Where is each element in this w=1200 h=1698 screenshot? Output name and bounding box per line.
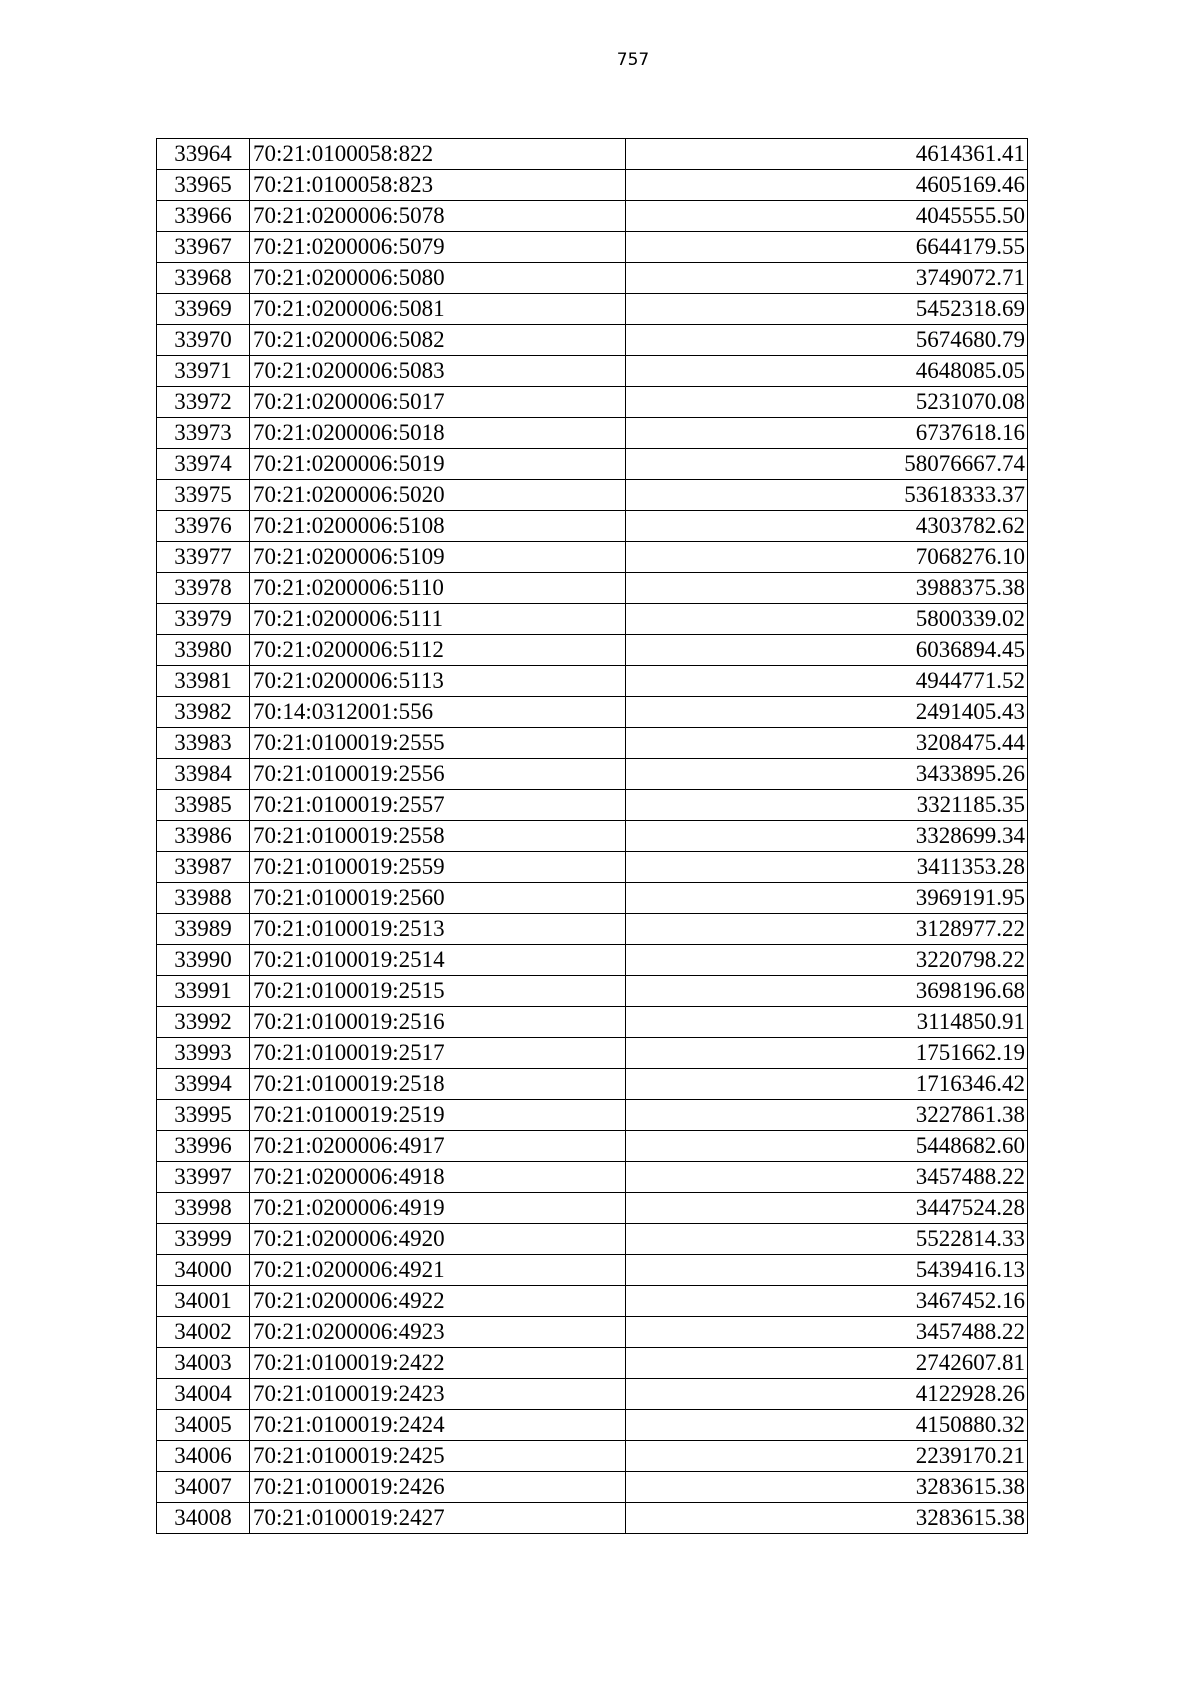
- table-row: [157, 511, 1028, 542]
- table-row: [157, 852, 1028, 883]
- cadastral-number-cell: 70:21:0200006:5078: [250, 201, 626, 232]
- cadastral-number-cell: 70:21:0200006:5020: [250, 480, 626, 511]
- row-number-cell: 33978: [157, 573, 250, 604]
- cadastral-number-cell: 70:21:0200006:5083: [250, 356, 626, 387]
- row-number-cell: 34000: [157, 1255, 250, 1286]
- data-table: [156, 138, 1028, 1534]
- cadastral-number-cell: 70:21:0200006:4917: [250, 1131, 626, 1162]
- table-row: [157, 1317, 1028, 1348]
- cadastral-number-cell: 70:21:0100019:2516: [250, 1007, 626, 1038]
- row-number-cell: 33987: [157, 852, 250, 883]
- table-row: [157, 201, 1028, 232]
- row-number-cell: 33992: [157, 1007, 250, 1038]
- row-number-cell: 33970: [157, 325, 250, 356]
- table-row: [157, 263, 1028, 294]
- value-cell: 3208475.44: [626, 728, 1028, 759]
- table-row: [157, 883, 1028, 914]
- value-cell: 3749072.71: [626, 263, 1028, 294]
- row-number-cell: 33965: [157, 170, 250, 201]
- table-row: [157, 232, 1028, 263]
- value-cell: 3457488.22: [626, 1317, 1028, 1348]
- value-cell: 3220798.22: [626, 945, 1028, 976]
- row-number-cell: 33975: [157, 480, 250, 511]
- table-row: [157, 1348, 1028, 1379]
- cadastral-number-cell: 70:21:0100019:2560: [250, 883, 626, 914]
- value-cell: 3457488.22: [626, 1162, 1028, 1193]
- table-row: [157, 418, 1028, 449]
- value-cell: 4605169.46: [626, 170, 1028, 201]
- cadastral-number-cell: 70:21:0200006:5018: [250, 418, 626, 449]
- value-cell: 5452318.69: [626, 294, 1028, 325]
- table-row: [157, 666, 1028, 697]
- cadastral-number-cell: 70:21:0200006:5110: [250, 573, 626, 604]
- value-cell: 3433895.26: [626, 759, 1028, 790]
- table-row: [157, 1255, 1028, 1286]
- row-number-cell: 34006: [157, 1441, 250, 1472]
- row-number-cell: 33984: [157, 759, 250, 790]
- table-row: [157, 573, 1028, 604]
- value-cell: 4614361.41: [626, 139, 1028, 170]
- row-number-cell: 33999: [157, 1224, 250, 1255]
- value-cell: 4122928.26: [626, 1379, 1028, 1410]
- value-cell: 3467452.16: [626, 1286, 1028, 1317]
- table-row: [157, 914, 1028, 945]
- cadastral-number-cell: 70:21:0200006:4919: [250, 1193, 626, 1224]
- value-cell: 4303782.62: [626, 511, 1028, 542]
- row-number-cell: 33991: [157, 976, 250, 1007]
- row-number-cell: 33989: [157, 914, 250, 945]
- table-row: [157, 1193, 1028, 1224]
- cadastral-number-cell: 70:21:0200006:4918: [250, 1162, 626, 1193]
- row-number-cell: 33964: [157, 139, 250, 170]
- page-number: 757: [616, 50, 650, 70]
- cadastral-number-cell: 70:21:0100019:2517: [250, 1038, 626, 1069]
- row-number-cell: 33971: [157, 356, 250, 387]
- value-cell: 3698196.68: [626, 976, 1028, 1007]
- value-cell: 3283615.38: [626, 1472, 1028, 1503]
- value-cell: 3969191.95: [626, 883, 1028, 914]
- cadastral-number-cell: 70:21:0100019:2425: [250, 1441, 626, 1472]
- cadastral-number-cell: 70:21:0200006:4920: [250, 1224, 626, 1255]
- table-body: [157, 139, 1028, 1534]
- value-cell: 5439416.13: [626, 1255, 1028, 1286]
- cadastral-number-cell: 70:21:0100019:2558: [250, 821, 626, 852]
- value-cell: 4150880.32: [626, 1410, 1028, 1441]
- cadastral-number-cell: 70:21:0200006:4921: [250, 1255, 626, 1286]
- value-cell: 3447524.28: [626, 1193, 1028, 1224]
- row-number-cell: 33968: [157, 263, 250, 294]
- value-cell: 4944771.52: [626, 666, 1028, 697]
- value-cell: 4045555.50: [626, 201, 1028, 232]
- value-cell: 3227861.38: [626, 1100, 1028, 1131]
- value-cell: 2239170.21: [626, 1441, 1028, 1472]
- table-row: [157, 1441, 1028, 1472]
- row-number-cell: 34005: [157, 1410, 250, 1441]
- value-cell: 6036894.45: [626, 635, 1028, 666]
- row-number-cell: 33967: [157, 232, 250, 263]
- row-number-cell: 33998: [157, 1193, 250, 1224]
- cadastral-number-cell: 70:21:0200006:4922: [250, 1286, 626, 1317]
- table-row: [157, 1007, 1028, 1038]
- cadastral-number-cell: 70:21:0200006:5082: [250, 325, 626, 356]
- row-number-cell: 33966: [157, 201, 250, 232]
- table-row: [157, 542, 1028, 573]
- value-cell: 5674680.79: [626, 325, 1028, 356]
- value-cell: 3328699.34: [626, 821, 1028, 852]
- cadastral-number-cell: 70:21:0100019:2423: [250, 1379, 626, 1410]
- cadastral-number-cell: 70:21:0100019:2422: [250, 1348, 626, 1379]
- cadastral-number-cell: 70:14:0312001:556: [250, 697, 626, 728]
- cadastral-number-cell: 70:21:0100019:2426: [250, 1472, 626, 1503]
- value-cell: 3321185.35: [626, 790, 1028, 821]
- cadastral-number-cell: 70:21:0100019:2519: [250, 1100, 626, 1131]
- table-row: [157, 728, 1028, 759]
- table-row: [157, 759, 1028, 790]
- row-number-cell: 33983: [157, 728, 250, 759]
- cadastral-number-cell: 70:21:0200006:5079: [250, 232, 626, 263]
- table-row: [157, 387, 1028, 418]
- row-number-cell: 33990: [157, 945, 250, 976]
- cadastral-number-cell: 70:21:0100019:2514: [250, 945, 626, 976]
- table-row: [157, 1224, 1028, 1255]
- cadastral-number-cell: 70:21:0100058:822: [250, 139, 626, 170]
- cadastral-number-cell: 70:21:0200006:5113: [250, 666, 626, 697]
- value-cell: 53618333.37: [626, 480, 1028, 511]
- row-number-cell: 34003: [157, 1348, 250, 1379]
- row-number-cell: 34007: [157, 1472, 250, 1503]
- row-number-cell: 33985: [157, 790, 250, 821]
- value-cell: 5522814.33: [626, 1224, 1028, 1255]
- cadastral-number-cell: 70:21:0100019:2424: [250, 1410, 626, 1441]
- table-row: [157, 356, 1028, 387]
- value-cell: 58076667.74: [626, 449, 1028, 480]
- row-number-cell: 33982: [157, 697, 250, 728]
- cadastral-number-cell: 70:21:0200006:5108: [250, 511, 626, 542]
- table-row: [157, 480, 1028, 511]
- row-number-cell: 33997: [157, 1162, 250, 1193]
- table-row: [157, 1286, 1028, 1317]
- value-cell: 1716346.42: [626, 1069, 1028, 1100]
- table-row: [157, 1100, 1028, 1131]
- row-number-cell: 34004: [157, 1379, 250, 1410]
- value-cell: 1751662.19: [626, 1038, 1028, 1069]
- value-cell: 2742607.81: [626, 1348, 1028, 1379]
- row-number-cell: 33981: [157, 666, 250, 697]
- row-number-cell: 33986: [157, 821, 250, 852]
- table-row: [157, 1038, 1028, 1069]
- table-row: [157, 821, 1028, 852]
- table-row: [157, 697, 1028, 728]
- cadastral-number-cell: 70:21:0100019:2556: [250, 759, 626, 790]
- table-row: [157, 1410, 1028, 1441]
- value-cell: 3411353.28: [626, 852, 1028, 883]
- value-cell: 4648085.05: [626, 356, 1028, 387]
- cadastral-number-cell: 70:21:0100058:823: [250, 170, 626, 201]
- value-cell: 3988375.38: [626, 573, 1028, 604]
- value-cell: 7068276.10: [626, 542, 1028, 573]
- row-number-cell: 33976: [157, 511, 250, 542]
- value-cell: 6737618.16: [626, 418, 1028, 449]
- cadastral-number-cell: 70:21:0100019:2557: [250, 790, 626, 821]
- table-row: [157, 1379, 1028, 1410]
- table-row: [157, 170, 1028, 201]
- row-number-cell: 33993: [157, 1038, 250, 1069]
- row-number-cell: 34002: [157, 1317, 250, 1348]
- value-cell: 2491405.43: [626, 697, 1028, 728]
- cadastral-number-cell: 70:21:0100019:2515: [250, 976, 626, 1007]
- value-cell: 3114850.91: [626, 1007, 1028, 1038]
- row-number-cell: 33974: [157, 449, 250, 480]
- row-number-cell: 34008: [157, 1503, 250, 1534]
- row-number-cell: 33996: [157, 1131, 250, 1162]
- table-row: [157, 294, 1028, 325]
- table-row: [157, 449, 1028, 480]
- row-number-cell: 33973: [157, 418, 250, 449]
- table-row: [157, 976, 1028, 1007]
- cadastral-number-cell: 70:21:0100019:2513: [250, 914, 626, 945]
- value-cell: 5800339.02: [626, 604, 1028, 635]
- row-number-cell: 33977: [157, 542, 250, 573]
- table-row: [157, 1503, 1028, 1534]
- cadastral-number-cell: 70:21:0100019:2555: [250, 728, 626, 759]
- row-number-cell: 34001: [157, 1286, 250, 1317]
- cadastral-number-cell: 70:21:0200006:5081: [250, 294, 626, 325]
- table-row: [157, 1069, 1028, 1100]
- table-row: [157, 790, 1028, 821]
- row-number-cell: 33980: [157, 635, 250, 666]
- table-row: [157, 325, 1028, 356]
- table-row: [157, 604, 1028, 635]
- table-row: [157, 1162, 1028, 1193]
- row-number-cell: 33988: [157, 883, 250, 914]
- cadastral-number-cell: 70:21:0200006:5080: [250, 263, 626, 294]
- cadastral-number-cell: 70:21:0100019:2518: [250, 1069, 626, 1100]
- row-number-cell: 33969: [157, 294, 250, 325]
- value-cell: 5231070.08: [626, 387, 1028, 418]
- data-table-container: [156, 138, 1027, 1534]
- row-number-cell: 33995: [157, 1100, 250, 1131]
- cadastral-number-cell: 70:21:0200006:5019: [250, 449, 626, 480]
- cadastral-number-cell: 70:21:0200006:5109: [250, 542, 626, 573]
- value-cell: 5448682.60: [626, 1131, 1028, 1162]
- table-row: [157, 139, 1028, 170]
- value-cell: 3283615.38: [626, 1503, 1028, 1534]
- table-row: [157, 1131, 1028, 1162]
- table-row: [157, 1472, 1028, 1503]
- table-row: [157, 945, 1028, 976]
- row-number-cell: 33994: [157, 1069, 250, 1100]
- cadastral-number-cell: 70:21:0200006:4923: [250, 1317, 626, 1348]
- row-number-cell: 33979: [157, 604, 250, 635]
- row-number-cell: 33972: [157, 387, 250, 418]
- cadastral-number-cell: 70:21:0200006:5017: [250, 387, 626, 418]
- cadastral-number-cell: 70:21:0200006:5112: [250, 635, 626, 666]
- value-cell: 3128977.22: [626, 914, 1028, 945]
- cadastral-number-cell: 70:21:0100019:2559: [250, 852, 626, 883]
- table-row: [157, 635, 1028, 666]
- cadastral-number-cell: 70:21:0200006:5111: [250, 604, 626, 635]
- value-cell: 6644179.55: [626, 232, 1028, 263]
- cadastral-number-cell: 70:21:0100019:2427: [250, 1503, 626, 1534]
